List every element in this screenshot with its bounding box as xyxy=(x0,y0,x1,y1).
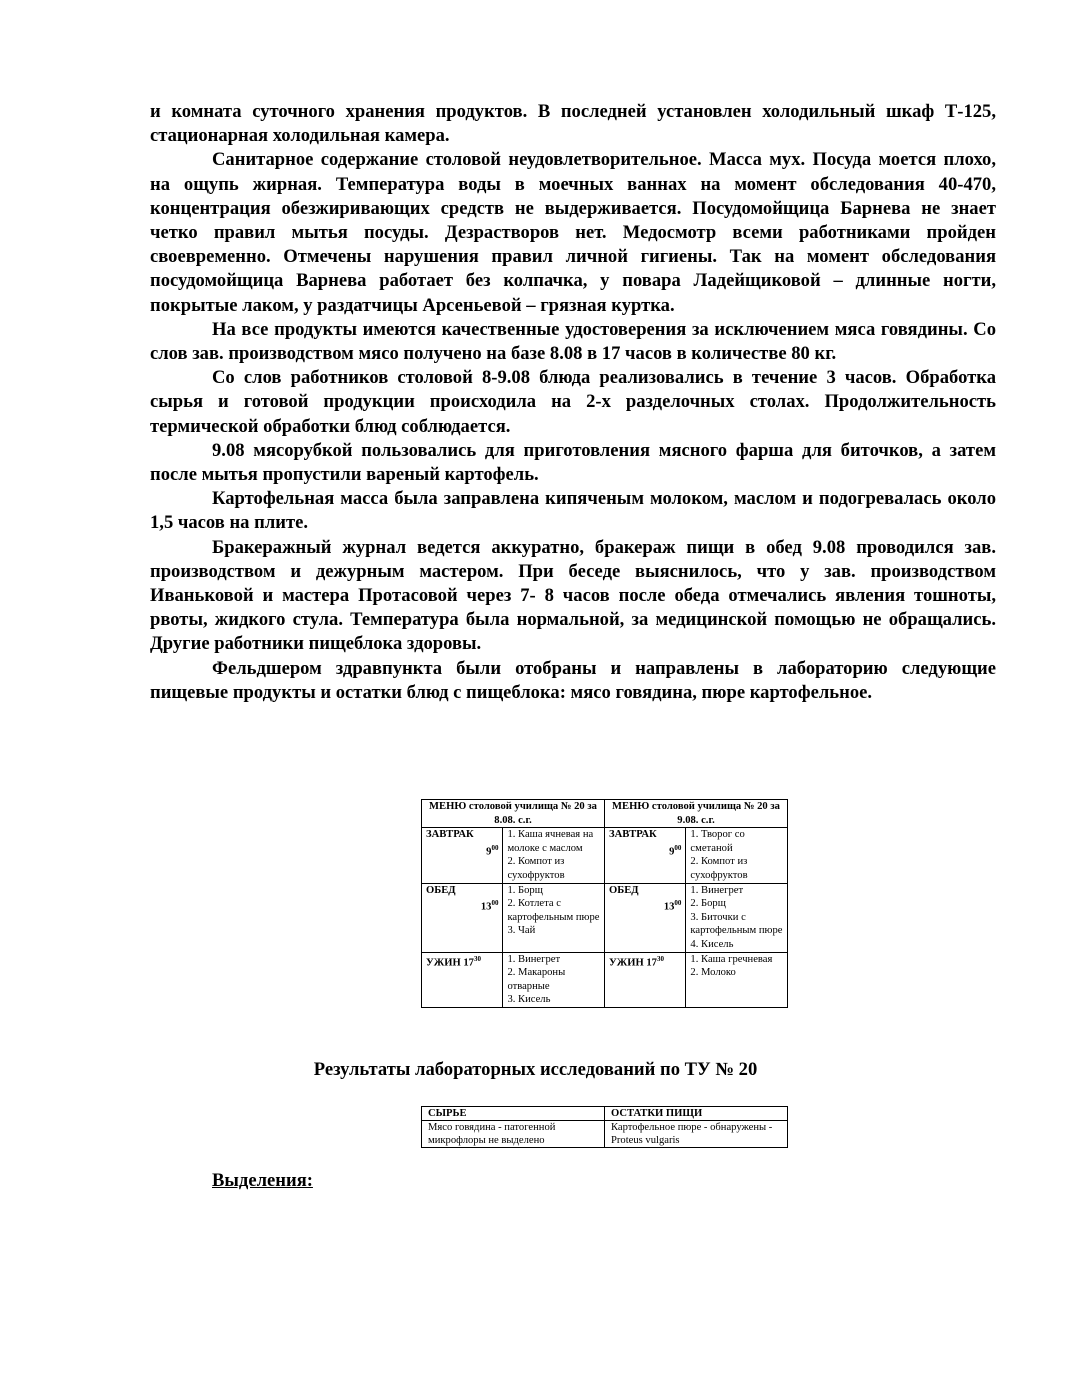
paragraph: Бракеражный журнал ведется аккуратно, бракераж пищи в обед 9.08 проводился зав. производством и дежурным мастером. При беседе выяснилось, что у зав. производством Иваньковой и мастера Протасовой через 7- 8 часов после обеда отмечались явления тошноты, рвоты, жидкого стула. Температура была нормальной, за медицинской помощью не обращались. Другие работники пищеблока здоровы. xyxy=(150,536,996,655)
paragraph: Санитарное содержание столовой неудовлетворительное. Масса мух. Посуда моется плохо, на ощупь жирная. Температура воды в моечных ваннах на момент обследования 40-470, концентрация обезжиривающих средств не выдерживается. Посудомойщица Барнева не знает четко правил мытья посуды. Дезрастворов нет. Медосмотр всеми работниками пройден своевременно. Отмечены нарушения правил личной гигиены. Так на момент обследования посудомойщица Варнева работает без колпачка, у повара Ладейщиковой – длинные ногти, покрытые лаком, у раздатчицы Арсеньевой – грязная куртка. xyxy=(150,149,996,316)
menu-header-day2: МЕНЮ столовой училища № 20 за 9.08. с.г. xyxy=(604,800,787,828)
menu-item: 3. Биточки с картофельным пюре xyxy=(690,911,783,937)
paragraph: Со слов работников столовой 8-9.08 блюда реализовались в течение 3 часов. Обработка сырья и готовой продукции происходила на 2-х разделочных столах. Продолжительность термической обработки блюд соблюдается. xyxy=(150,367,996,437)
menu-item: 1. Каша ячневая на молоке с маслом xyxy=(507,829,594,854)
menu-item: 2. Молоко xyxy=(690,967,736,979)
menu-item: 1. Каша гречневая xyxy=(690,953,773,965)
menu-item: 3. Кисель xyxy=(507,994,551,1006)
meal-label xyxy=(422,952,503,1007)
meal-name: ОБЕД xyxy=(426,884,456,896)
menu-row-dinner xyxy=(422,952,788,1007)
section-heading: Выделения: xyxy=(212,1170,313,1191)
menu-header-day1: МЕНЮ столовой училища № 20 за 8.08. с.г. xyxy=(422,800,605,828)
lab-header-leftovers: ОСТАТКИ ПИЩИ xyxy=(605,1107,788,1121)
lab-header-raw: СЫРЬЕ xyxy=(422,1107,605,1121)
menu-item: 2. Котлета с картофельным пюре xyxy=(507,898,600,923)
menu-item: 2. Компот из сухофруктов xyxy=(507,856,565,881)
meal-label xyxy=(422,828,503,883)
menu-item: 2. Борщ xyxy=(690,898,726,910)
lab-result-raw: Мясо говядина - патогенной микрофлоры не выделено xyxy=(422,1121,605,1148)
menu-item: 1. Творог со сметаной xyxy=(690,829,745,854)
meal-time-hour: 13 xyxy=(480,901,492,913)
paragraph: и комната суточного хранения продуктов. В последней установлен холодильный шкаф Т-125, стационарная холодильная камера. xyxy=(150,101,996,147)
meal-time-min: 00 xyxy=(674,899,682,908)
meal-time-min: 00 xyxy=(674,843,682,852)
menu-items-day2 xyxy=(686,883,788,952)
meal-time-hour: 9 xyxy=(486,846,492,858)
meal-time-min: 30 xyxy=(473,954,481,963)
meal-label xyxy=(604,952,685,1007)
menu-items-day1 xyxy=(503,883,605,952)
menu-item: 1. Винегрет xyxy=(690,884,744,896)
meal-label xyxy=(604,828,685,883)
menu-items-day2 xyxy=(686,828,788,883)
meal-label xyxy=(422,883,503,952)
menu-item: 3. Чай xyxy=(507,925,536,937)
paragraph: 9.08 мясорубкой пользовались для приготовления мясного фарша для биточков, а затем после мытья пропустили вареный картофель. xyxy=(150,439,996,486)
meal-label xyxy=(604,883,685,952)
menu-header-row xyxy=(422,800,788,828)
meal-name: УЖИН 17 xyxy=(426,957,474,969)
lab-result-row xyxy=(422,1121,788,1148)
menu-row-lunch xyxy=(422,883,788,952)
meal-time xyxy=(426,842,498,859)
menu-item: 1. Винегрет xyxy=(507,953,561,965)
meal-name: ЗАВТРАК xyxy=(608,829,657,841)
menu-row-breakfast xyxy=(422,828,788,883)
paragraph: Фельдшером здравпункта были отобраны и направлены в лабораторию следующие пищевые продукты и остатки блюд с пищеблока: мясо говядина, пюре картофельное. xyxy=(150,657,996,703)
meal-time xyxy=(426,897,498,914)
meal-time xyxy=(609,842,681,859)
lab-results-table xyxy=(421,1106,788,1148)
meal-name: ОБЕД xyxy=(608,884,639,896)
meal-time-hour: 9 xyxy=(669,846,675,858)
lab-results-title: Результаты лабораторных исследований по ТУ № 20 xyxy=(313,1059,758,1080)
meal-name: УЖИН 17 xyxy=(608,957,657,969)
meal-time-min: 30 xyxy=(656,954,664,963)
body-text xyxy=(150,100,996,705)
lab-result-leftovers: Картофельное пюре - обнаружены - Proteus vulgaris xyxy=(605,1121,788,1148)
menu-items-day1 xyxy=(503,952,605,1007)
menu-item: 2. Компот из сухофруктов xyxy=(690,856,748,881)
menu-items-day1 xyxy=(503,828,605,883)
meal-time xyxy=(609,897,681,914)
menu-item: 4. Кисель xyxy=(690,938,734,950)
lab-header-row xyxy=(422,1107,788,1121)
meal-time-min: 00 xyxy=(491,843,499,852)
menu-items-day2 xyxy=(686,952,788,1007)
paragraph: На все продукты имеются качественные удостоверения за исключением мяса говядины. Со слов зав. производством мясо получено на базе 8.08 в 17 часов в количестве 80 кг. xyxy=(150,318,996,365)
meal-name: ЗАВТРАК xyxy=(426,829,474,841)
meal-time-hour: 13 xyxy=(663,901,675,913)
menu-table xyxy=(421,799,788,1008)
paragraph: Картофельная масса была заправлена кипяченым молоком, маслом и подогревалась около 1,5 часов на плите. xyxy=(150,488,996,534)
menu-item: 1. Борщ xyxy=(507,884,543,896)
meal-time-min: 00 xyxy=(491,899,499,908)
menu-item: 2. Макароны отварные xyxy=(507,967,566,992)
